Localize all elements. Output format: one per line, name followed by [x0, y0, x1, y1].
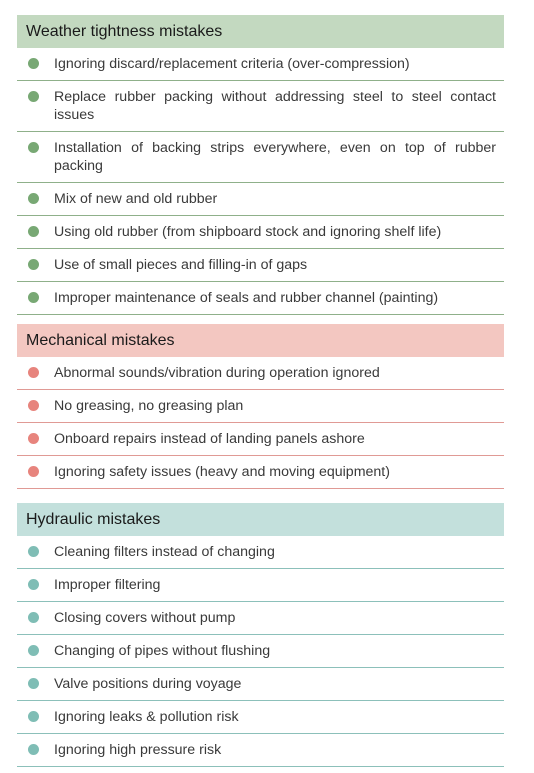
bullet-dot-icon — [28, 546, 39, 557]
list-item-text: Replace rubber packing without addressing steel to steel contact issues — [54, 89, 496, 123]
list-item-text: Closing covers without pump — [54, 610, 236, 626]
section-mechanical — [17, 324, 504, 489]
list-item — [17, 282, 504, 315]
bullet-dot-icon — [28, 744, 39, 755]
bullet-dot-icon — [28, 367, 39, 378]
bullet-dot-icon — [28, 193, 39, 204]
list-item-text: Use of small pieces and filling-in of gaps — [54, 257, 308, 273]
list-item — [17, 183, 504, 216]
list-item-text: Abnormal sounds/vibration during operation ignored — [54, 365, 380, 381]
list-item — [17, 602, 504, 635]
list-item-text: Ignoring discard/replacement criteria (over-compression) — [54, 56, 410, 72]
bullet-dot-icon — [28, 711, 39, 722]
list-item-text: Valve positions during voyage — [54, 676, 242, 692]
list-item — [17, 249, 504, 282]
bullet-dot-icon — [28, 142, 39, 153]
list-item-text: Improper filtering — [54, 577, 161, 593]
bullet-dot-icon — [28, 58, 39, 69]
list-item-text: Improper maintenance of seals and rubber channel (painting) — [54, 290, 439, 306]
section-title: Hydraulic mistakes — [17, 503, 504, 536]
bullet-dot-icon — [28, 466, 39, 477]
section-hydraulic — [17, 503, 504, 767]
list-item — [17, 216, 504, 249]
list-item-text: Cleaning filters instead of changing — [54, 544, 275, 560]
bullet-dot-icon — [28, 400, 39, 411]
list-item — [17, 701, 504, 734]
list-item — [17, 456, 504, 489]
list-item — [17, 668, 504, 701]
list-item-text: Using old rubber (from shipboard stock and ignoring shelf life) — [54, 224, 442, 240]
list-item-text: Onboard repairs instead of landing panels ashore — [54, 431, 365, 447]
bullet-dot-icon — [28, 91, 39, 102]
list-item — [17, 635, 504, 668]
list-item-text: Changing of pipes without flushing — [54, 643, 271, 659]
bullet-dot-icon — [28, 612, 39, 623]
bullet-dot-icon — [28, 645, 39, 656]
list-item — [17, 734, 504, 767]
list-item-text: Installation of backing strips everywhere, even on top of rubber packing — [54, 140, 496, 174]
list-item — [17, 357, 504, 390]
bullet-dot-icon — [28, 579, 39, 590]
bullet-dot-icon — [28, 292, 39, 303]
bullet-dot-icon — [28, 226, 39, 237]
list-item — [17, 132, 504, 183]
list-item — [17, 536, 504, 569]
list-item-text: Ignoring high pressure risk — [54, 742, 222, 758]
list-item — [17, 48, 504, 81]
list-item-text: Mix of new and old rubber — [54, 191, 218, 207]
section-weather-tightness — [17, 15, 504, 315]
list-item — [17, 81, 504, 132]
list-item-text: No greasing, no greasing plan — [54, 398, 244, 414]
bullet-dot-icon — [28, 678, 39, 689]
section-title: Mechanical mistakes — [17, 324, 504, 357]
list-item-text: Ignoring safety issues (heavy and moving equipment) — [54, 464, 390, 480]
list-item — [17, 569, 504, 602]
list-item — [17, 423, 504, 456]
list-item-text: Ignoring leaks & pollution risk — [54, 709, 239, 725]
section-title: Weather tightness mistakes — [17, 15, 504, 48]
bullet-dot-icon — [28, 259, 39, 270]
list-item — [17, 390, 504, 423]
bullet-dot-icon — [28, 433, 39, 444]
